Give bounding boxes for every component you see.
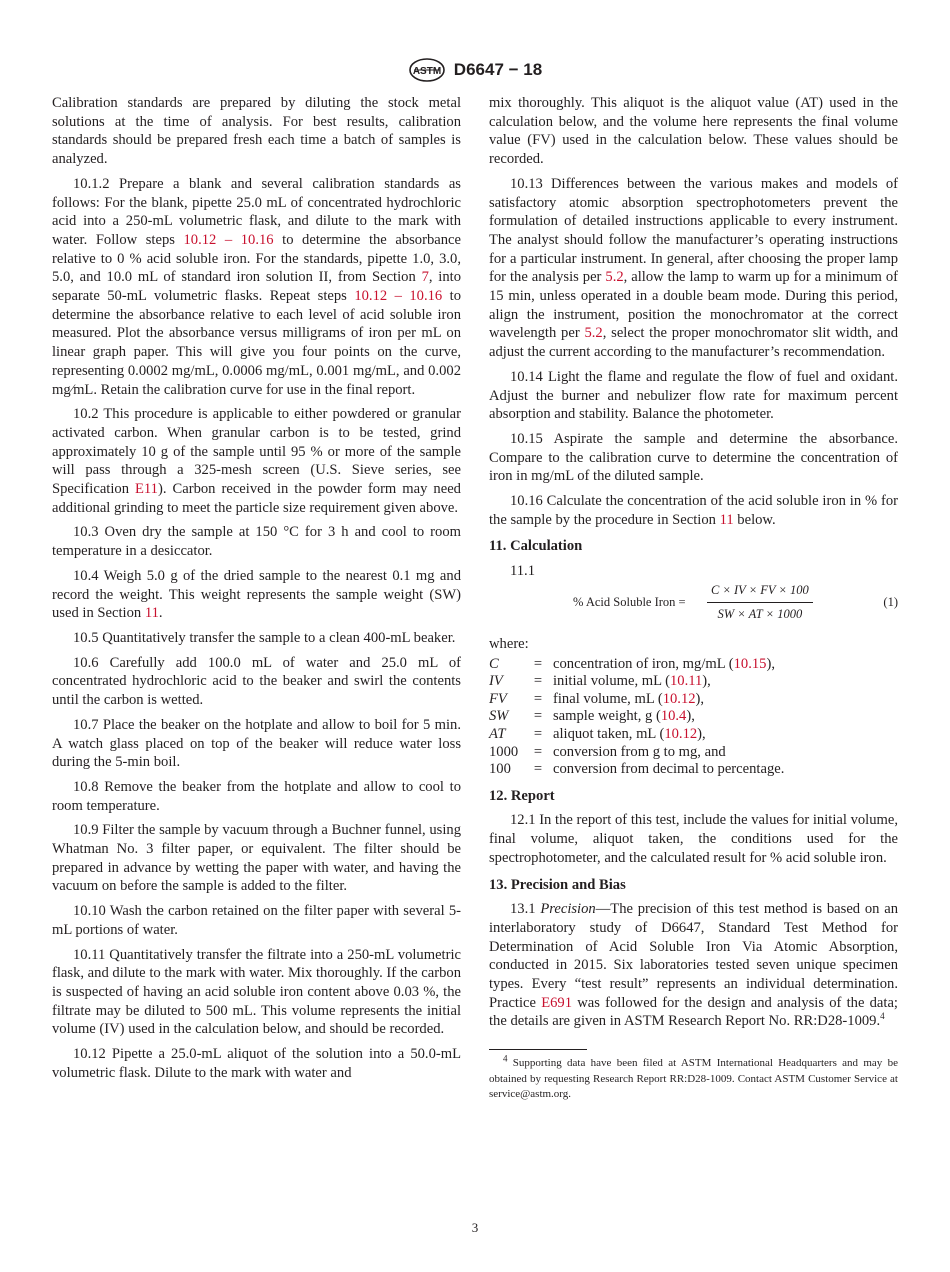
link-10-4[interactable]: 10.4	[660, 708, 687, 725]
link-10-12-b[interactable]: 10.12	[664, 725, 698, 742]
link-e11[interactable]: E11	[135, 481, 158, 498]
section-heading-precision-bias: 13. Precision and Bias	[489, 876, 626, 893]
section-heading-report: 12. Report	[489, 787, 555, 804]
svg-text:ASTM: ASTM	[412, 66, 441, 77]
link-section-11-b[interactable]: 11	[719, 511, 734, 528]
paragraph-10-3: 10.3 Oven dry the sample at 150 °C for 3 h and cool to room temperature in a desiccator.	[52, 524, 461, 560]
definition-row: SW = sample weight, g (10.4),	[489, 708, 695, 725]
equation-numerator: C × IV × FV × 100	[707, 581, 813, 603]
link-10-12[interactable]: 10.12	[662, 690, 696, 707]
equation-1	[489, 581, 898, 627]
equation-denominator: SW × AT × 1000	[717, 606, 803, 621]
definition-row: IV = initial volume, mL (10.11),	[489, 673, 711, 690]
paragraph-10-14: 10.14 Light the flame and regulate the flow of fuel and oxidant. Adjust the burner and nebulizer flow rate for maximum percent absorption and stability. Balance the photometer.	[489, 368, 898, 423]
where-label: where:	[489, 635, 529, 652]
paragraph-10-16: 10.16 Calculate the concentration of the acid soluble iron in % for the sample by the procedure in Section 11 below.	[489, 493, 898, 528]
equation-lhs: % Acid Soluble Iron =	[573, 594, 686, 609]
subsection-11-1: 11.1	[510, 563, 535, 580]
footnote-ref[interactable]: 4	[880, 1011, 885, 1022]
definition-row: 1000 = conversion from g to mg, and	[489, 743, 726, 760]
definition-row: FV = final volume, mL (10.12),	[489, 690, 705, 707]
paragraph-10-8: 10.8 Remove the beaker from the hotplate and allow to cool to room temperature.	[52, 778, 461, 814]
left-column	[52, 94, 461, 1088]
footnote-divider	[489, 1049, 587, 1050]
paragraph-12-1: 12.1 In the report of this test, include the values for initial volume, final volume, aliquot taken, the conditions used for the spectrophotometer, and the calculated result for % acid soluble iron.	[489, 812, 898, 866]
paragraph-10-12: 10.12 Pipette a 25.0-mL aliquot of the solution into a 50.0-mL volumetric flask. Dilute to the mark with water and	[52, 1046, 461, 1081]
document-code: D6647 − 18	[453, 60, 543, 79]
link-steps-10-12-10-16[interactable]: 10.12 – 10.16	[183, 231, 274, 248]
paragraph-10-11: 10.11 Quantitatively transfer the filtrate into a 250-mL volumetric flask, and dilute to the mark with water. Mix thoroughly. If the carbon is suspected of having an acid soluble iron content above 0.03 %, the filtrate may be diluted to 500 mL. This volume represents the initial volume (IV) used in the calculation below, and should be recorded.	[52, 946, 461, 1038]
link-section-11[interactable]: 11	[144, 605, 159, 622]
page-number: 3	[471, 1220, 479, 1235]
section-heading-calculation: 11. Calculation	[489, 538, 583, 555]
paragraph-13-1: 13.1 Precision—The precision of this test method is based on an interlaboratory study of D6647, Standard Test Method for Determination of Acid Soluble Iron Via Atomic Absorption, conducted in 2015. Six laboratories tested seven unique specimen types. Every “test result” represents an individual determination. Practice E691 was followed for the design and analysis of the data; the details are given in ASTM Research Report No. RR:D28-1009.$^4$	[489, 901, 898, 1030]
paragraph-10-1-2: 10.1.2 Prepare a blank and several calibration standards as follows: For the blank, pipette 25.0 mL of concentrated hydrochloric acid into a 250-mL volumetric flask, and dilute to the mark with water. Follow steps 10.12 – 10.16 to determine the absorbance relative to 0 % acid soluble iron. For the standards, pipette 1.0, 3.0, 5.0, and 10.0 mL of standard iron solution II, from Section 7, into separate 50-mL volumetric flasks. Repeat steps 10.12 – 10.16 to determine the absorbance relative to each level of acid soluble iron measured. Plot the absorbance versus milligrams of iron per mL on linear graph paper. This will give you four points on the curve, representing 0.0002 mg/mL, 0.0006 mg/mL, 0.001 mg/mL, and 0.002 mg⁄mL. Retain the calibration curve for use in the final report.	[52, 175, 462, 398]
link-5-2-b[interactable]: 5.2	[584, 325, 603, 342]
paragraph-10-6: 10.6 Carefully add 100.0 mL of water and 25.0 mL of concentrated hydrochloric acid to the beaker and swirl the contents until the carbon is wetted.	[52, 654, 461, 709]
footnote-4: $^4$ Supporting data have been filed at ASTM International Headquarters and may be obtained by requesting Research Report RR:D28-1009. Contact ASTM Customer Service at service@astm.org.	[489, 1053, 898, 1101]
paragraph-10-5: 10.5 Quantitatively transfer the sample to a clean 400-mL beaker.	[73, 629, 456, 646]
paragraph-10-12-continued: mix thoroughly. This aliquot is the aliquot value (AT) used in the calculation below, and the volume here represents the final volume value (FV) used in the calculation below. These values should be recorded.	[489, 95, 898, 168]
link-10-11[interactable]: 10.11	[670, 673, 703, 690]
equation-number: (1)	[883, 594, 898, 609]
link-steps-10-12-10-16-b[interactable]: 10.12 – 10.16	[354, 288, 443, 305]
paragraph-calibration-intro: Calibration standards are prepared by diluting the stock metal solutions at the time of analysis. For best results, calibration standards should be prepared fresh each time a batch of samples is analyzed.	[52, 95, 461, 168]
paragraph-10-7: 10.7 Place the beaker on the hotplate and allow to boil for 5 min. A watch glass placed on top of the beaker will reduce water loss during the 5-min boil.	[52, 716, 461, 771]
right-column	[489, 94, 898, 1103]
paragraph-10-9: 10.9 Filter the sample by vacuum through a Buchner funnel, using Whatman No. 3 filter paper, or equivalent. The filter should be prepared in advance by wetting the paper with water, and having the vacuum on before the sample is added to the filter.	[52, 822, 461, 895]
paragraph-10-15: 10.15 Aspirate the sample and determine the absorbance. Compare to the calibration curve to determine the concentration of iron in mg/mL of the diluted sample.	[489, 430, 898, 485]
link-e691[interactable]: E691	[541, 994, 573, 1011]
paragraph-10-4: 10.4 Weigh 5.0 g of the dried sample to the nearest 0.1 mg and record the weight. This weight represents the sample weight (SW) used in Section 11.	[52, 567, 461, 622]
paragraph-10-13: 10.13 Differences between the various makes and models of satisfactory atomic absorption spectrophotometers prevent the formulation of detailed instructions applicable to every instrument. The analyst should follow the manufacturer’s operating instructions for a particular instrument. In general, after choosing the proper lamp for the analysis per 5.2, allow the lamp to warm up for a minimum of 15 min, unless operated in a double beam mode. During this period, align the instrument, position the monochromator at the correct wavelength per 5.2, select the proper monochromator slit width, and adjust the current according to the manufacturer’s recommendation.	[489, 175, 899, 361]
definition-row: C = concentration of iron, mg/mL (10.15),	[489, 655, 775, 672]
link-section-7[interactable]: 7	[421, 269, 429, 286]
astm-logo	[408, 58, 446, 82]
paragraph-10-10: 10.10 Wash the carbon retained on the filter paper with several 5-mL portions of water.	[52, 903, 461, 938]
equation-fraction	[707, 581, 813, 623]
definition-row: 100 = conversion from decimal to percentage.	[489, 761, 785, 778]
link-10-15[interactable]: 10.15	[733, 655, 767, 672]
variable-definitions	[489, 656, 898, 779]
page-header	[0, 58, 950, 84]
paragraph-10-2: 10.2 This procedure is applicable to either powdered or granular activated carbon. When granular carbon is to be tested, grind approximately 10 g of the sample until 95 % or more of the sample will pass through a 325-mesh screen (U.S. Sieve series, see Specification E11). Carbon received in the powder form may need additional grinding to meet the particle size requirement given above.	[52, 406, 461, 516]
link-5-2[interactable]: 5.2	[605, 269, 624, 286]
definition-row: AT = aliquot taken, mL (10.12),	[489, 725, 706, 742]
